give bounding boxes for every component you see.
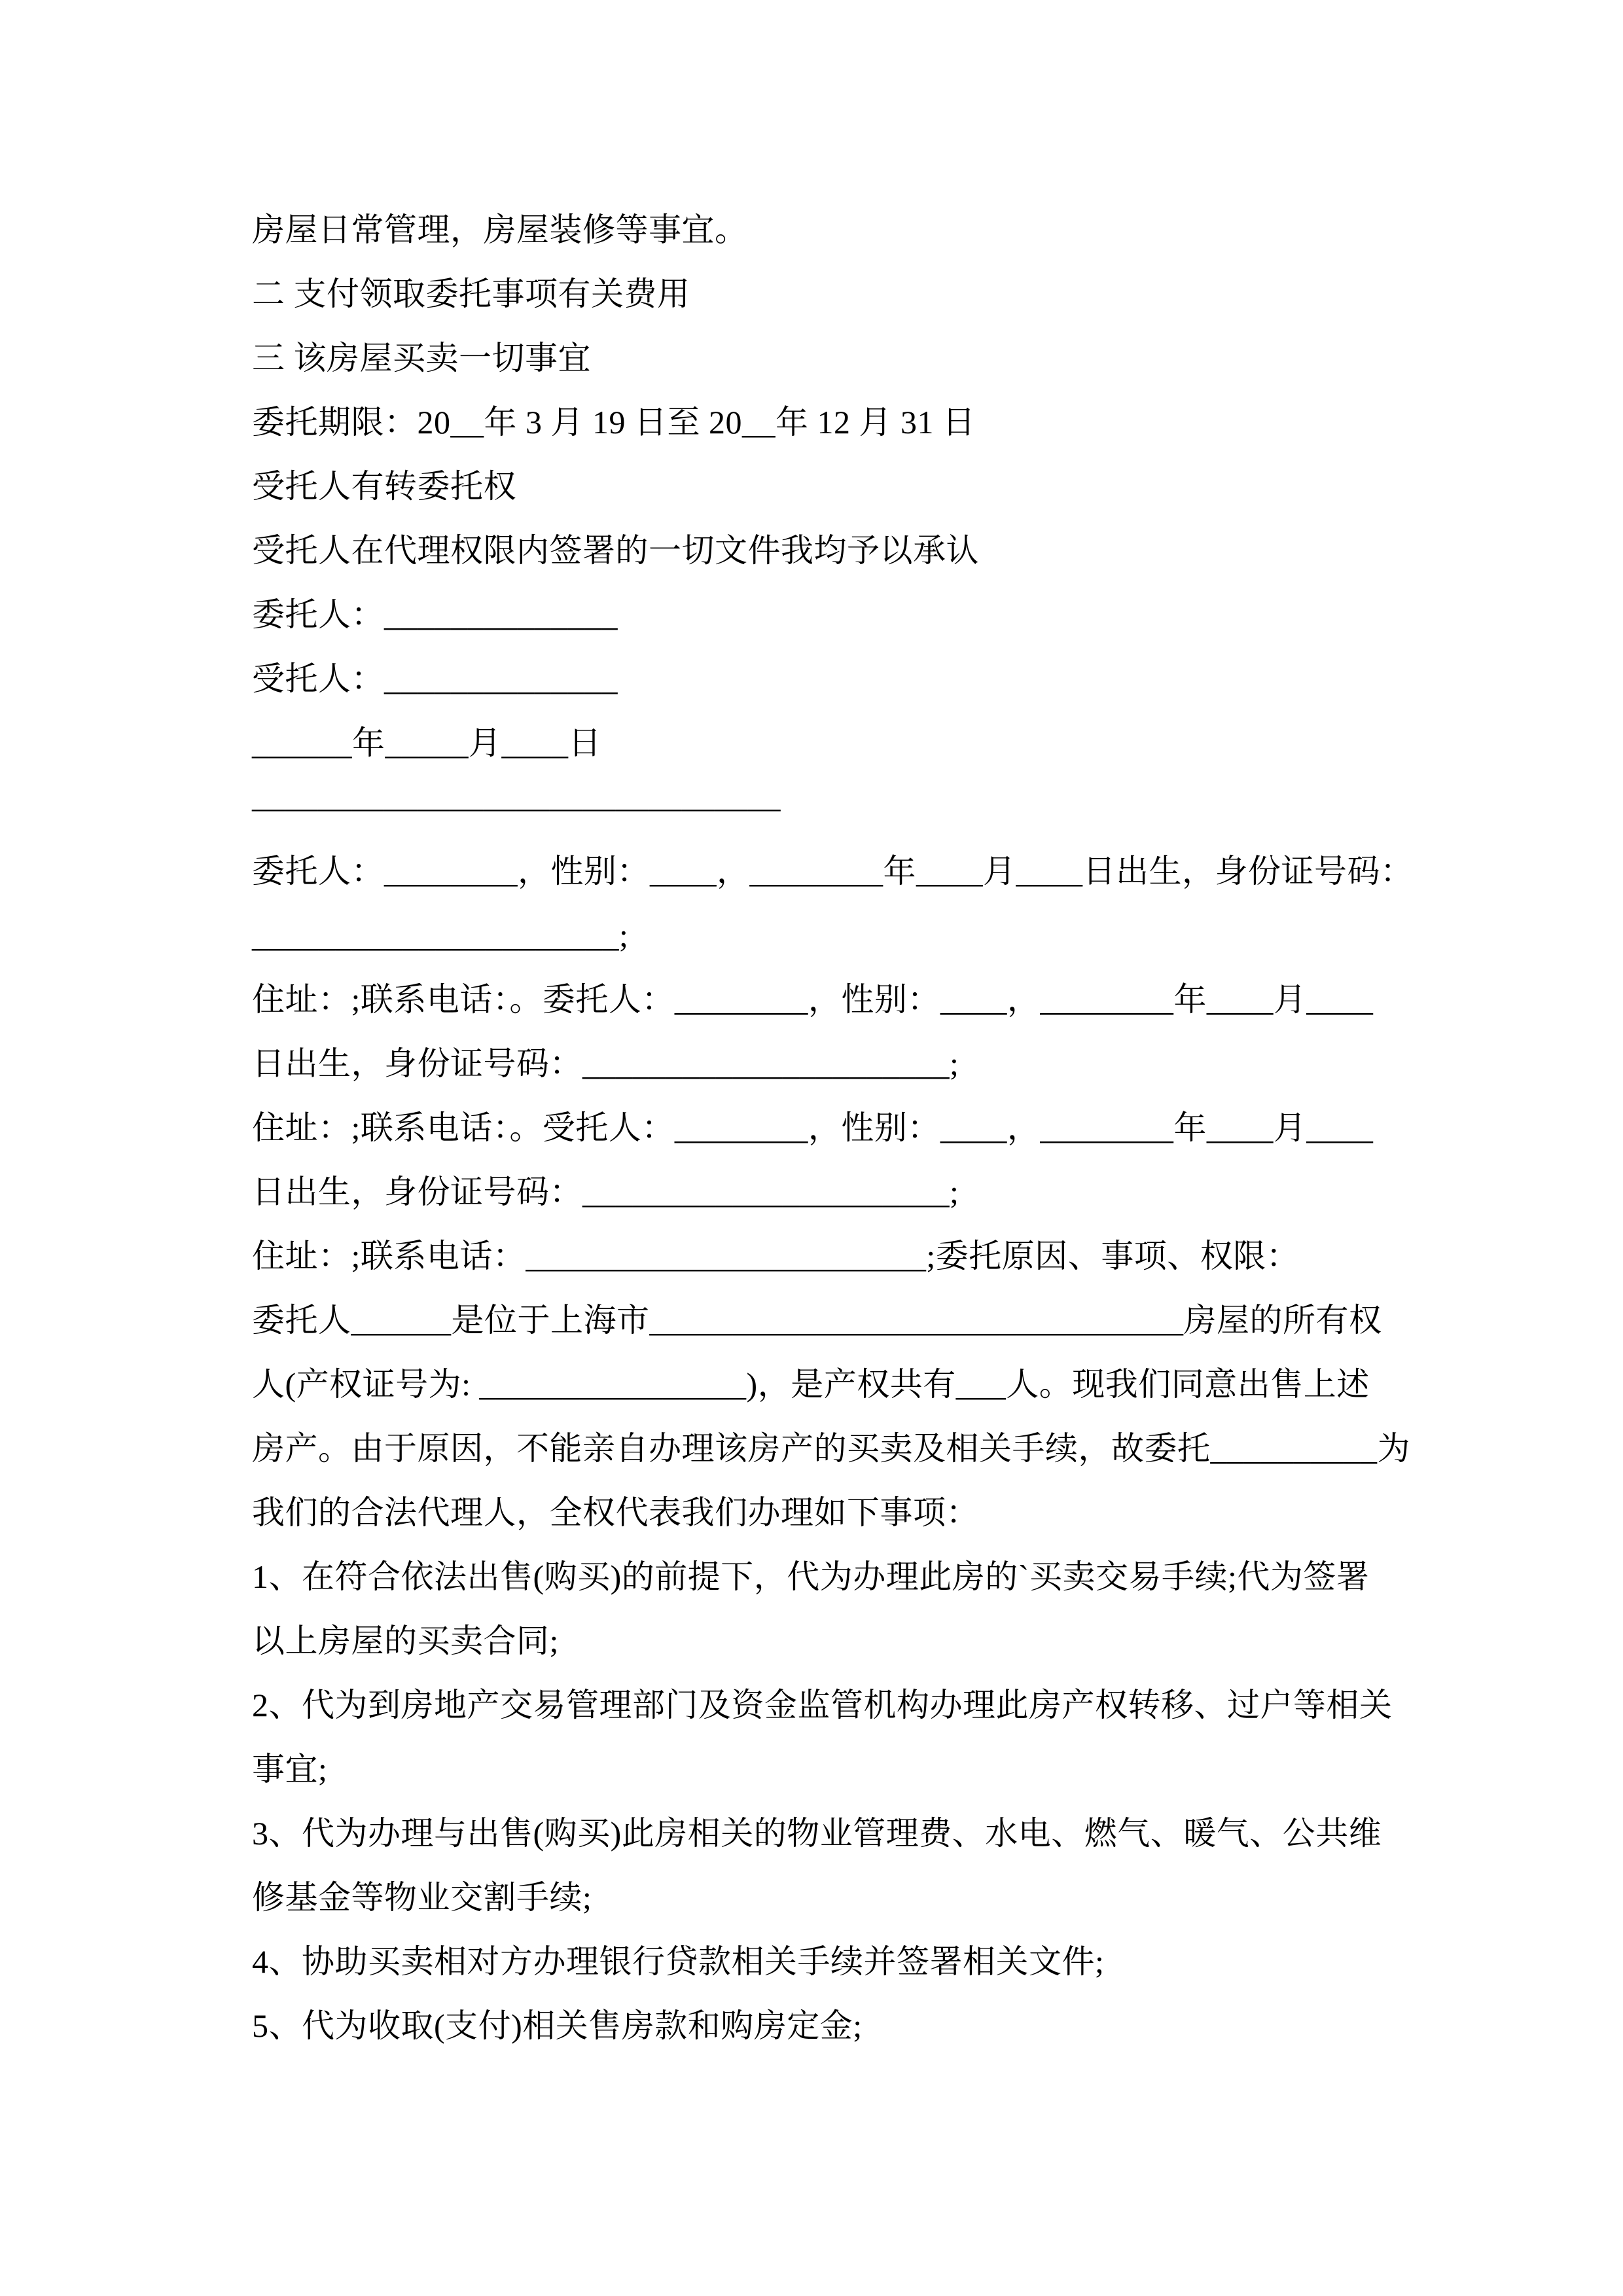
document-line: 三 该房屋买卖一切事宜: [252, 340, 591, 376]
document-line: 委托期限：20__年 3 月 19 日至 20__年 12 月 31 日: [252, 404, 976, 440]
document-line-item-1: 1、在符合依法出售(购买)的前提下，代为办理此房的`买卖交易手续;代为签署: [252, 1558, 1370, 1595]
document-line-signature-agent: 受托人：______________: [252, 660, 618, 697]
document-line: 房屋日常管理，房屋装修等事宜。: [252, 211, 748, 248]
document-line: 受托人在代理权限内签署的一切文件我均予以承认: [252, 532, 979, 569]
document-line-item-2-cont: 事宜;: [252, 1751, 328, 1787]
document-line: 委托人______是位于上海市________________________________房屋的所有权: [252, 1302, 1382, 1338]
section-divider: ————————————————: [252, 789, 781, 825]
document-line: 住址：;联系电话：________________________;委托原因、事项、权限：: [252, 1238, 1300, 1274]
document-line: 日出生，身份证号码：______________________;: [252, 1174, 959, 1210]
document-line-item-5: 5、代为收取(支付)相关售房款和购房定金;: [252, 2007, 863, 2044]
document-line-item-3-cont: 修基金等物业交割手续;: [252, 1879, 592, 1916]
document-line: 住址：;联系电话：。委托人：________，性别：____，________年____月____: [252, 981, 1374, 1018]
document-line: 我们的合法代理人，全权代表我们办理如下事项：: [252, 1494, 979, 1531]
document-line-item-4: 4、协助买卖相对方办理银行贷款相关手续并签署相关文件;: [252, 1943, 1105, 1980]
document-line: 二 支付领取委托事项有关费用: [252, 276, 690, 312]
document-line: 人(产权证号为: ________________)，是产权共有___人。现我们同意出售上述: [252, 1366, 1370, 1403]
document-line: 日出生，身份证号码：______________________;: [252, 1045, 959, 1082]
document-line: 房产。由于原因，不能亲自办理该房产的买卖及相关手续，故委托__________为: [252, 1430, 1410, 1467]
document-body: [252, 198, 1450, 2058]
document-line: 委托人：________，性别：____，________年____月____日出生，身份证号码：: [252, 853, 1414, 889]
document-line: ______________________;: [252, 917, 629, 954]
document-line-signature-principal: 委托人：______________: [252, 596, 618, 633]
document-line-item-1-cont: 以上房屋的买卖合同;: [252, 1623, 559, 1659]
document-line-item-3: 3、代为办理与出售(购买)此房相关的物业管理费、水电、燃气、暖气、公共维: [252, 1815, 1382, 1852]
document-line: 受托人有转委托权: [252, 468, 516, 505]
document-line: 住址：;联系电话：。受托人：________，性别：____，________年____月____: [252, 1109, 1374, 1146]
document-line-date: ______年_____月____日: [252, 725, 601, 761]
document-line-item-2: 2、代为到房地产交易管理部门及资金监管机构办理此房产权转移、过户等相关: [252, 1687, 1393, 1723]
